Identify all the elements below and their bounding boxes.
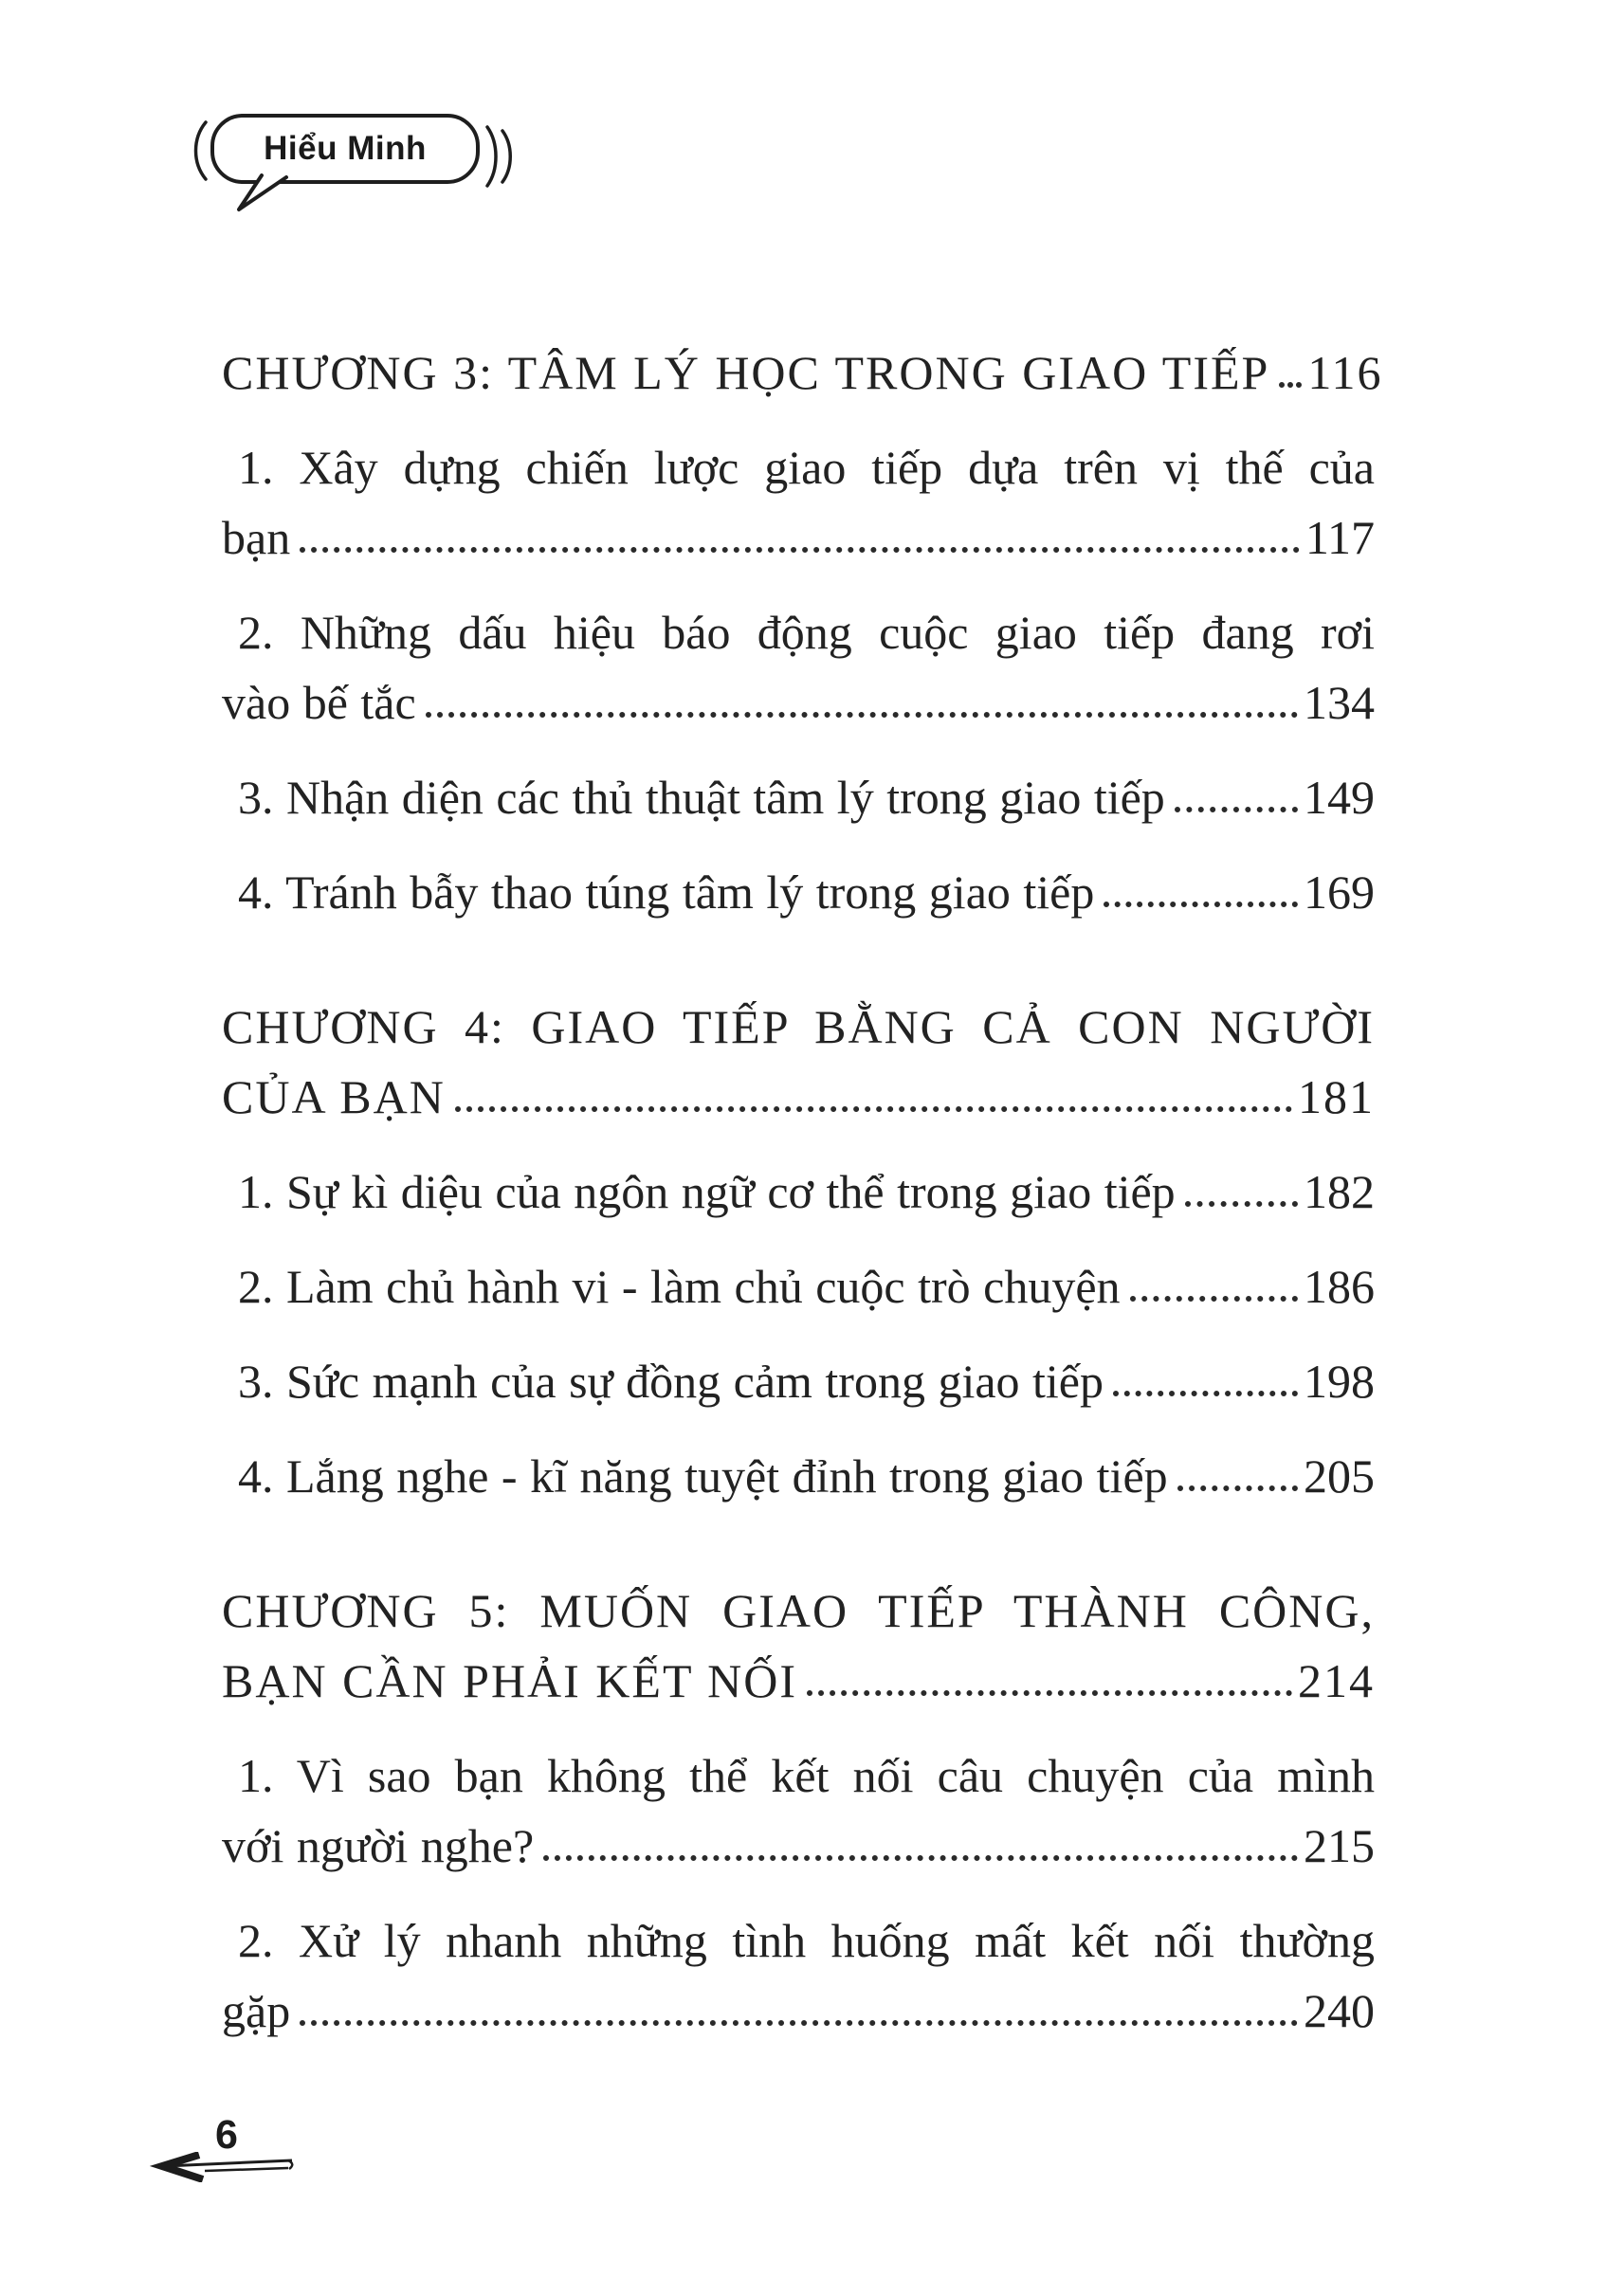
toc-line (222, 1740, 1375, 1811)
dot-leader (1279, 382, 1302, 388)
toc-line (222, 762, 1375, 832)
toc-entry-row (222, 1157, 1375, 1227)
page-number-ref: 149 (1304, 771, 1375, 824)
speech-bubble-tail-icon (229, 173, 303, 215)
entry-title-text: vào bế tắc (222, 676, 416, 729)
page-number-ref: 134 (1304, 676, 1375, 729)
bubble-left-arc-icon (186, 119, 210, 182)
toc-entry-row (222, 1441, 1375, 1511)
toc-entry-row (222, 1346, 1375, 1416)
toc-line (222, 337, 1383, 408)
entry-title-text: với người nghe? (222, 1819, 535, 1872)
toc-line (222, 1905, 1375, 1976)
toc-line (222, 857, 1375, 927)
toc-entry-row (222, 1251, 1375, 1321)
toc-entry-row (222, 1905, 1375, 2046)
toc-entry-row (222, 762, 1375, 832)
bubble-right-arcs-icon (484, 123, 520, 191)
page-number-ref: 182 (1304, 1165, 1375, 1218)
page-number-ref: 186 (1304, 1260, 1375, 1313)
entry-title-text: 3. Nhận diện các thủ thuật tâm lý trong giao tiếp (238, 771, 1165, 824)
toc-line (222, 1346, 1375, 1416)
chapter-title-text: CHƯƠNG 3: TÂM LÝ HỌC TRONG GIAO TIẾP (222, 346, 1270, 399)
page-number-ref: 116 (1307, 346, 1383, 399)
toc-line (222, 432, 1375, 502)
dot-leader (1104, 902, 1298, 907)
chapter-heading-row (222, 992, 1375, 1132)
entry-title-text: 2. Xử lý nhanh những tình huống mất kết nối thường (238, 1914, 1375, 1967)
toc-entry-row (222, 857, 1375, 927)
entry-title-text: 4. Tránh bẫy thao túng tâm lý trong giao tiếp (238, 866, 1095, 919)
toc-entry-row (222, 597, 1375, 738)
page-number-ref: 181 (1298, 1070, 1375, 1123)
toc-line (222, 1646, 1375, 1716)
entry-title-text: 1. Xây dựng chiến lược giao tiếp dựa trên vị thế của (238, 441, 1375, 494)
page-number-ref: 169 (1304, 866, 1375, 919)
page-number-ref: 240 (1304, 1984, 1375, 2037)
entry-title-text: 3. Sức mạnh của sự đồng cảm trong giao tiếp (238, 1355, 1104, 1408)
toc-entry-row (222, 432, 1375, 573)
chapter-title-text: CHƯƠNG 5: MUỐN GIAO TIẾP THÀNH CÔNG, (222, 1584, 1375, 1637)
toc-entry-row (222, 1740, 1375, 1881)
toc-line (222, 502, 1375, 573)
entry-title-text: 4. Lắng nghe - kĩ năng tuyệt đỉnh trong giao tiếp (238, 1449, 1168, 1503)
dot-leader (1130, 1296, 1298, 1302)
entry-title-text: 1. Vì sao bạn không thể kết nối câu chuyện của mình (238, 1749, 1375, 1802)
dot-leader (1175, 807, 1298, 812)
entry-title-text: 2. Làm chủ hành vi - làm chủ cuộc trò chuyện (238, 1260, 1121, 1313)
dot-leader (1177, 1485, 1298, 1491)
toc-line (222, 1157, 1375, 1227)
entry-title-text: gặp (222, 1984, 291, 2037)
entry-title-text: 1. Sự kì diệu của ngôn ngữ cơ thể trong giao tiếp (238, 1165, 1176, 1218)
toc-line (222, 1251, 1375, 1321)
left-arrow-icon (150, 2152, 298, 2182)
dot-leader (300, 2020, 1298, 2026)
page-number-ref: 214 (1298, 1654, 1375, 1707)
dot-leader (1185, 1201, 1298, 1207)
dot-leader (455, 1106, 1292, 1112)
chapter-heading-row (222, 337, 1383, 408)
toc-line (222, 992, 1375, 1062)
chapter-title-text: CHƯƠNG 4: GIAO TIẾP BẰNG CẢ CON NGƯỜI (222, 1000, 1375, 1053)
dot-leader (300, 547, 1300, 553)
entry-title-text: bạn (222, 511, 291, 564)
page-number-ref: 205 (1304, 1449, 1375, 1503)
table-of-contents (222, 337, 1383, 2046)
dot-leader (426, 712, 1298, 718)
entry-title-text: 2. Những dấu hiệu báo động cuộc giao tiếp đang rơi (238, 606, 1375, 659)
page-number: 6 (215, 2112, 238, 2158)
dot-leader (1113, 1391, 1298, 1396)
page-number-ref: 117 (1305, 511, 1375, 564)
toc-line (222, 1576, 1375, 1646)
page-number-ref: 198 (1304, 1355, 1375, 1408)
toc-line (222, 597, 1375, 667)
dot-leader (807, 1690, 1292, 1696)
toc-line (222, 1811, 1375, 1881)
chapter-title-text: CỦA BẠN (222, 1070, 446, 1123)
chapter-title-text: BẠN CẦN PHẢI KẾT NỐI (222, 1654, 797, 1707)
toc-line (222, 1976, 1375, 2046)
page-number-ref: 215 (1304, 1819, 1375, 1872)
toc-line (222, 667, 1375, 738)
author-name: Hiểu Minh (264, 130, 427, 167)
chapter-heading-row (222, 1576, 1375, 1716)
dot-leader (543, 1855, 1298, 1861)
toc-line (222, 1062, 1375, 1132)
toc-line (222, 1441, 1375, 1511)
